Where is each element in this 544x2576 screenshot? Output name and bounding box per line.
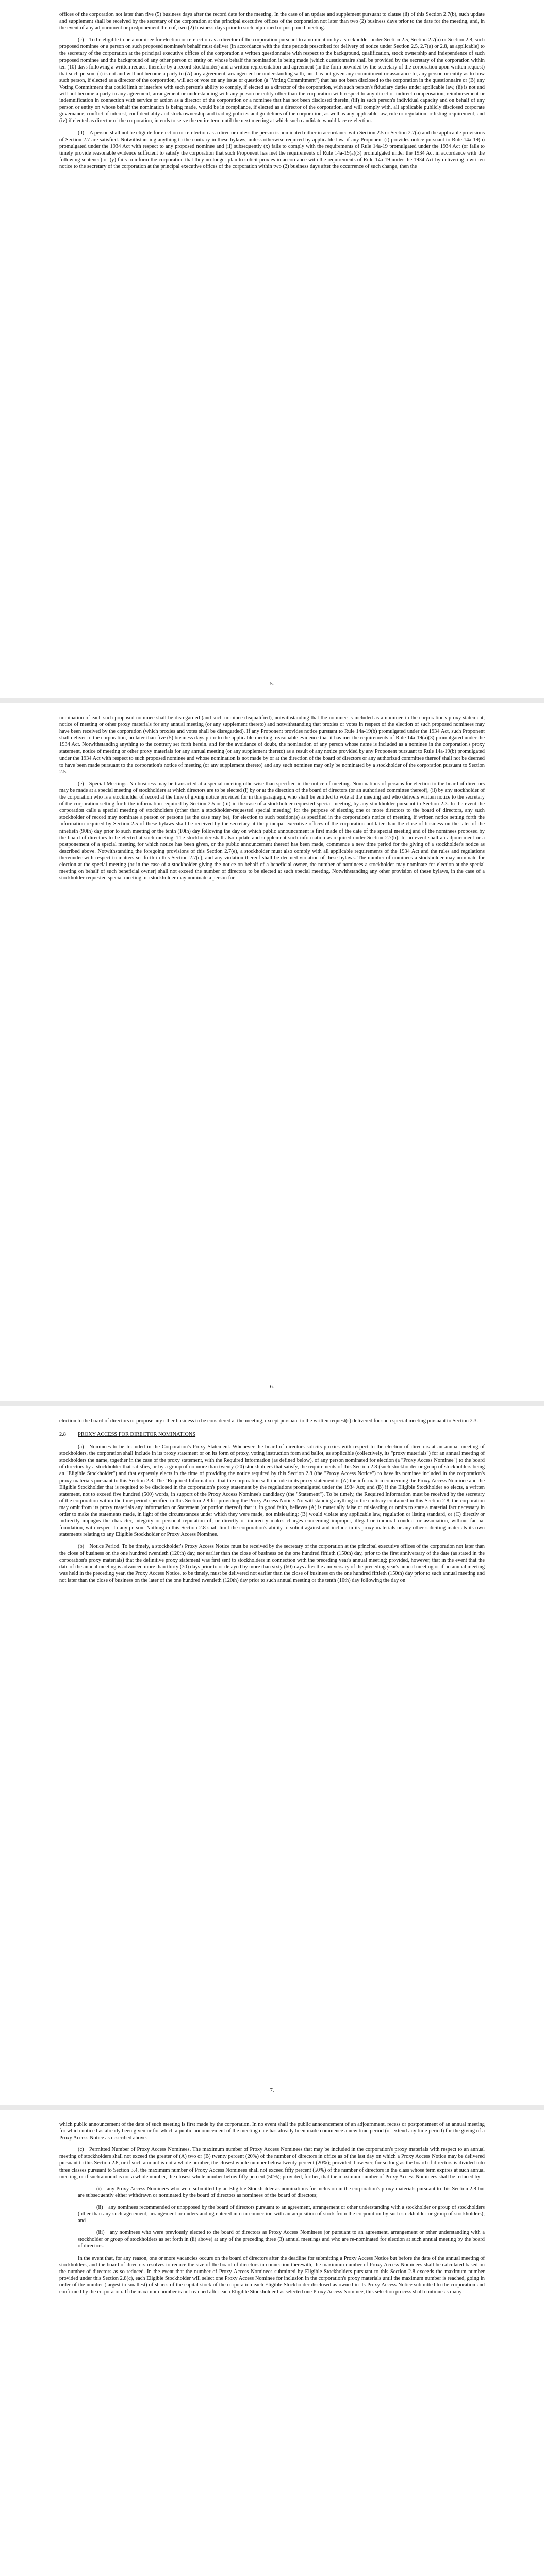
document-page <box>0 1406 544 2105</box>
page-number: 6. <box>270 1384 274 1390</box>
document-page <box>0 2110 544 2576</box>
page-separator <box>0 698 544 703</box>
page-number: 5. <box>270 681 274 687</box>
body-paragraph: election to the board of directors or propose any other business to be considered at the meeting, except pursuant to the written request(s) delivered for such special meeting pursuant to Section 2.3. <box>59 1418 478 1424</box>
page-separator <box>0 2105 544 2110</box>
body-paragraph: nomination of each such proposed nominee shall be disregarded (and such nominee disqualified), notwithstanding that the nominee is included as a nominee in the corporation's proxy statement, notice of meeting or other proxy materials for any annual meeting (or any supplement thereto) and notwithstanding that proxies or votes in respect of the election of such proposed nominees may have been received by the corporation (which proxies and votes shall be disregarded). If any Proponent provides notice pursuant to Rule 14a-19(b) promulgated under the 1934 Act, such Proponent shall deliver to the corporation, no later than five (5) business days prior to the applicable meeting, reasonable evidence that it has met the requirements of Rule 14a-19(a)(3) promulgated under the 1934 Act. Notwithstanding anything to the contrary set forth herein, and for the avoidance of doubt, the nomination of any person whose name is included as a nominee in the corporation's proxy statement, notice of meeting or other proxy materials for any annual meeting (or any supplement thereto) as a result of any notice provided by any Proponent pursuant to Rule 14a-19(b) promulgated under the 1934 Act with respect to such proposed nominee and whose nomination is not made by or at the direction of the board of directors or any authorized committee thereof shall not be deemed to have been made pursuant to the corporation's notice of meeting (or any supplement thereto) and any such nominee may only be nominated by a stockholder of the corporation pursuant to Section 2.5. <box>59 715 485 775</box>
page-separator <box>0 1401 544 1406</box>
document-page <box>0 0 544 698</box>
body-paragraph: (b) Notice Period. To be timely, a stockholder's Proxy Access Notice must be received by the secretary of the corporation at the principal executive offices of the corporation not later than the close of business on the one hundred twentieth (120th) day, nor earlier than the close of business on the one hundred fiftieth (150th) day, prior to the first anniversary of the date (as stated in the corporation's proxy materials) that the definitive proxy statement was first sent to stockholders in connection with the preceding year's annual meeting; provided, however, that in the event that the date of the annual meeting is advanced more than thirty (30) days prior to or delayed by more than sixty (60) days after the anniversary of the preceding year's annual meeting or if no annual meeting was held in the preceding year, the Proxy Access Notice, to be timely, must be delivered not earlier than the close of business on the one hundred fiftieth (150th) day prior to such annual meeting and not later than the close of business on the later of the one hundred twentieth (120th) day prior to such annual meeting or the tenth (10th) day following the day on <box>59 1544 485 1583</box>
body-paragraph: which public announcement of the date of such meeting is first made by the corporation. In no event shall the public announcement of an adjournment, recess or postponement of an annual meeting for which notice has already been given or for which a public announcement of the meeting date has already been made commence a new time period (or extend any time period) for the giving of a Proxy Access Notice as described above. <box>59 2122 485 2141</box>
list-item: (iii) any nominees who were previously elected to the board of directors as Proxy Access Nominees (or pursuant to an agreement, arrangement or other understanding with a stockholder or group of stockholders as set forth in (ii) above) at any of the preceding three (3) annual meetings and who are re-nominated for election at such annual meeting by the board of directors. <box>78 2230 485 2249</box>
section-number: 2.8 <box>59 1432 66 1438</box>
section-title: PROXY ACCESS FOR DIRECTOR NOMINATIONS <box>78 1432 196 1438</box>
body-paragraph: offices of the corporation not later than five (5) business days after the record date for the meeting. In the case of an update and supplement pursuant to clause (ii) of this Section 2.7(b), such update and supplement shall be received by the secretary of the corporation at the principal executive offices of the corporation not later than two (2) business days prior to the date for the meeting, and, in the event of any adjournment or postponement thereof, two (2) business days prior to such adjourned or postponed meeting. <box>59 12 485 31</box>
body-paragraph: (d) A person shall not be eligible for election or re-election as a director unless the person is nominated either in accordance with Section 2.5 or Section 2.7(a) and the applicable provisions of Section 2.7 are satisfied. Notwithstanding anything to the contrary in these bylaws, unless otherwise required by applicable law, if any Proponent (i) provides notice pursuant to Rule 14a-19(b) promulgated under the 1934 Act with respect to any proposed nominee and (ii) subsequently (x) fails to comply with the requirements of Rule 14a-19 promulgated under the 1934 Act (or fails to timely provide reasonable evidence sufficient to satisfy the corporation that such Proponent has met the requirements of Rule 14a-19(a)(3) promulgated under the 1934 Act in accordance with the following sentence) or (y) fails to inform the corporation that they no longer plan to solicit proxies in accordance with the requirements of Rule 14a-19 under the 1934 Act by delivering a written notice to the secretary of the corporation at the principal executive offices of the corporation within two (2) business days after the occurrence of such change, then the <box>59 130 485 170</box>
body-paragraph: (c) Permitted Number of Proxy Access Nominees. The maximum number of Proxy Access Nominees that may be included in the corporation's proxy materials with respect to an annual meeting of stockholders shall not exceed the greater of (A) two or (B) twenty percent (20%) of the number of directors in office as of the last day on which a Proxy Access Notice may be delivered pursuant to this Section 2.8, or if such amount is not a whole number, the closest whole number below twenty percent (20%); provided, however, for so long as the board of directors is divided into three classes pursuant to Section 3.4, the maximum number of Proxy Access Nominees shall not exceed fifty percent (50%) of the number of directors in the class whose term expires at such annual meeting, or if such amount is not a whole number, the closest whole number below fifty percent (50%); provided, further, that the maximum number of Proxy Access Nominees shall be reduced by: <box>59 2147 485 2180</box>
section-heading <box>59 1432 485 1437</box>
body-paragraph: (c) To be eligible to be a nominee for election or re-election as a director of the corporation pursuant to a nomination by a stockholder under Section 2.5, Section 2.7(a) or Section 2.8, such proposed nominee or a person on such proposed nominee's behalf must deliver (in accordance with the time periods prescribed for delivery of notice under Section 2.5, 2.7(a) or 2.8, as applicable) to the secretary of the corporation at the principal executive offices of the corporation a written questionnaire with respect to the background, qualification, stock ownership and independence of such proposed nominee and the background of any other person or entity on whose behalf the nomination is being made (which questionnaire shall be provided by the secretary of the corporation within ten (10) days following a written request therefor by a record stockholder) and a written representation and agreement (in the form provided by the secretary of the corporation upon written request) that such person: (i) is not and will not become a party to (A) any agreement, arrangement or understanding with, and has not given any commitment or assurance to, any person or entity as to how such person, if elected as a director of the corporation, will act or vote on any issue or question (a "Voting Commitment") that has not been disclosed to the corporation in the questionnaire or (B) any Voting Commitment that could limit or interfere with such person's ability to comply, if elected as a director of the corporation, with such person's fiduciary duties under applicable law, (ii) is not and will not become a party to any agreement, arrangement or understanding with any person or entity other than the corporation with respect to any direct or indirect compensation, reimbursement or indemnification in connection with service or action as a director of the corporation or a nominee that has not been disclosed therein, (iii) in such person's individual capacity and on behalf of any person or entity on whose behalf the nomination is being made, would be in compliance, if elected as a director of the corporation, and will comply with, all applicable publicly disclosed corporate governance, conflict of interest, confidentiality and stock ownership and trading policies and guidelines of the corporation, as well as any applicable law, rule or regulation or listing requirement, and (iv) if elected as director of the corporation, intends to serve the entire term until the next meeting at which such candidate would face re-election. <box>59 37 485 124</box>
body-paragraph: In the event that, for any reason, one or more vacancies occurs on the board of directors after the deadline for submitting a Proxy Access Notice but before the date of the annual meeting of stockholders, and the board of directors resolves to reduce the size of the board of directors in connection therewith, the maximum number of Proxy Access Nominees shall be calculated based on the number of directors as so reduced. In the event that the number of Proxy Access Nominees submitted by Eligible Stockholders pursuant to this Section 2.8 exceeds the maximum number provided under this Section 2.8(c), each Eligible Stockholder will select one Proxy Access Nominee for inclusion in the corporation's proxy materials until the maximum number is reached, going in order of the number (largest to smallest) of shares of the capital stock of the corporation each Eligible Stockholder disclosed as owned in its Proxy Access Notice submitted to the corporation and confirmed by the corporation. If the maximum number is not reached after each Eligible Stockholder has selected one Proxy Access Nominee, this selection process shall continue as many <box>59 2255 485 2295</box>
list-item: (i) any Proxy Access Nominees who were submitted by an Eligible Stockholder as nominations for inclusion in the corporation's proxy materials pursuant to this Section 2.8 but are subsequently either withdrawn or nominated by the board of directors as nominees of the board of directors; <box>78 2185 485 2198</box>
page-number: 7. <box>270 2088 274 2093</box>
body-paragraph: (a) Nominees to be Included in the Corporation's Proxy Statement. Whenever the board of directors solicits proxies with respect to the election of directors at an annual meeting of stockholders, the corporation shall include in its proxy statement or on its form of proxy, voting instruction form and ballot, as applicable (collectively, its "proxy materials") for an annual meeting of stockholders the name, together in the case of the proxy statement, with the Required Information (as defined below), of any person nominated for election (a "Proxy Access Nominee") to the board of directors by a stockholder that satisfies, or by a group of no more than twenty (20) stockholders that satisfy, the requirements of this Section 2.8 (such stockholder or group of stockholders being an "Eligible Stockholder") and that expressly elects in the time of providing the notice required by this Section 2.8 (the "Proxy Access Notice") to have its nominee included in the corporation's proxy materials pursuant to this Section 2.8. The "Required Information" that the corporation will include in its proxy statement is (A) the information concerning the Proxy Access Nominee and the Eligible Stockholder that is required to be disclosed in the corporation's proxy statement by the regulations promulgated under the 1934 Act; and (B) if the Eligible Stockholder so elects, a written statement, not to exceed five hundred (500) words, in support of the Proxy Access Nominee's candidacy (the "Statement"). To be timely, the Required Information must be received by the secretary of the corporation within the time period specified in this Section 2.8 for providing the Proxy Access Notice. Notwithstanding anything to the contrary contained in this Section 2.8, the corporation may omit from its proxy materials any information or Statement (or portion thereof) that it, in good faith, believes (A) is materially false or misleading or omits to state a material fact necessary in order to make the statements made, in light of the circumstances under which they were made, not misleading; (B) would violate any applicable law, regulation or listing standard, or (C) directly or indirectly impugns the character, integrity or personal reputation of, or directly or indirectly makes charges concerning improper, illegal or immoral conduct or association, without factual foundation, with respect to any person. Nothing in this Section 2.8 shall limit the corporation's ability to solicit against and include in its proxy materials or any other soliciting materials its own statements relating to any Eligible Stockholder or Proxy Access Nominee. <box>59 1444 485 1538</box>
document-page <box>0 703 544 1401</box>
list-item: (ii) any nominees recommended or unopposed by the board of directors pursuant to an agreement, arrangement or other understanding with a stockholder or group of stockholders (other than any such agreement, arrangement or understanding entered into in connection with an acquisition of stock from the corporation by such stockholder or group of stockholders); and <box>78 2204 485 2224</box>
body-paragraph: (e) Special Meetings. No business may be transacted at a special meeting otherwise than specified in the notice of meeting. Nominations of persons for election to the board of directors may be made at a special meeting of stockholders at which directors are to be elected (i) by or at the direction of the board of directors (or an authorized committee thereof), (ii) by any stockholder of the corporation who is a stockholder of record at the time of giving notice provided for in this paragraph, who shall be entitled to vote at the meeting and who delivers written notice to the secretary of the corporation setting forth the information required by Section 2.5 or (iii) in the case of a stockholder-requested special meeting, by any stockholder pursuant to Section 2.3. In the event the corporation calls a special meeting of stockholders (other than a stockholder-requested special meeting) for the purpose of electing one or more directors to the board of directors, any such stockholder of record may nominate a person or persons (as the case may be), for election to such position(s) as specified in the corporation's notice of meeting, if written notice setting forth the information required by Section 2.5 of these bylaws shall be received by the secretary at the principal executive offices of the corporation not later than the close of business on the later of the ninetieth (90th) day prior to such meeting or the tenth (10th) day following the day on which public announcement is first made of the date of the special meeting and of the nominees proposed by the board of directors to be elected at such meeting. The stockholder shall also update and supplement such information as required under Section 2.7(b). In no event shall an adjournment or a postponement of a special meeting for which notice has been given, or the public announcement thereof has been made, commence a new time period for the giving of a stockholder's notice as described above. Notwithstanding the foregoing provisions of this Section 2.7(e), a stockholder must also comply with all applicable requirements of the 1934 Act and the rules and regulations thereunder with respect to matters set forth in this Section 2.7(e), and any violation thereof shall be deemed violation of these bylaws. The number of nominees a stockholder may nominate for election at the special meeting (or in the case of a stockholder giving the notice on behalf of a beneficial owner, the number of nominees a stockholder may nominate for election at the special meeting on behalf of such beneficial owner) shall not exceed the number of directors to be elected at such special meeting. Notwithstanding any other provision of these bylaws, in the case of a stockholder-requested special meeting, no stockholder may nominate a person for <box>59 781 485 882</box>
